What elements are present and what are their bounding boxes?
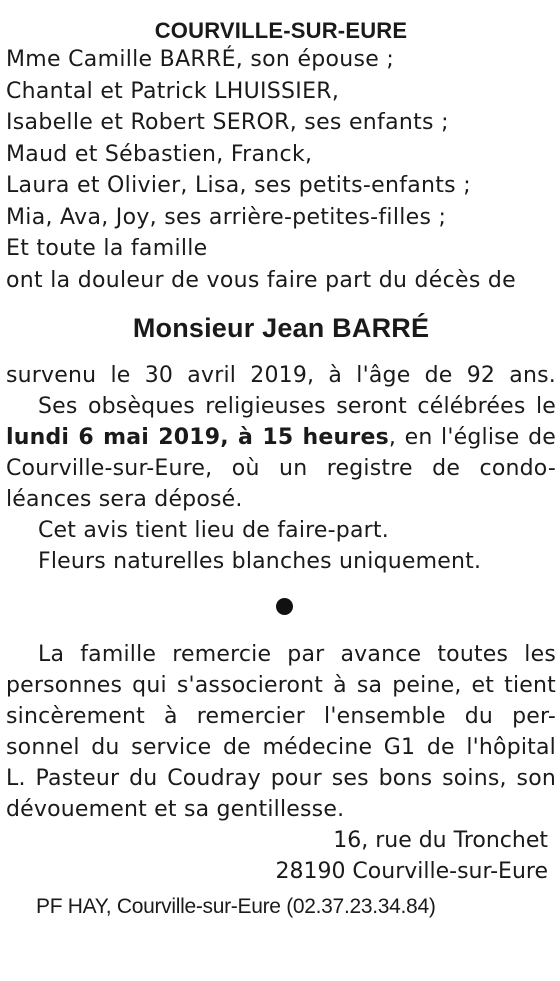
service-date-time: lundi 6 mai 2019, à 15 heures — [6, 425, 389, 450]
family-list — [6, 44, 556, 296]
faire-part-note: Cet avis tient lieu de faire-part. — [38, 518, 389, 543]
death-line: survenu le 30 avril 2019, à l'âge de 92 ans. — [6, 363, 556, 388]
flowers-note: Fleurs naturelles blanches uniquement. — [38, 549, 482, 574]
address-street: 16, rue du Tronchet — [333, 828, 548, 853]
service-details — [6, 360, 556, 577]
family-line: Chantal et Patrick LHUISSIER, — [6, 78, 340, 104]
family-line: Laura et Olivier, Lisa, ses petits-enfants ; — [6, 173, 471, 198]
address-block — [6, 825, 556, 887]
family-line: Mme Camille BARRÉ, son épouse ; — [6, 47, 395, 72]
thanks-line: La famille remercie par avance toutes les — [38, 642, 556, 667]
location-heading: COURVILLE-SUR-EURE — [154, 18, 408, 43]
service-registry-line: léances sera déposé. — [6, 487, 243, 512]
thanks-line: sincèrement à remercier l'ensemble du per- — [6, 704, 556, 729]
thanks-line: dévouement et sa gentillesse. — [6, 797, 345, 822]
address-city: 28190 Courville-sur-Eure — [275, 859, 548, 884]
thanks-line: sonnel du service de médecine G1 de l'hôpital — [6, 735, 556, 760]
service-intro: Ses obsèques religieuses seront célébrées le — [38, 394, 556, 419]
thanks-paragraph — [6, 639, 556, 825]
service-date-line — [6, 422, 556, 453]
service-place-start: , en l'église de — [388, 425, 556, 450]
service-place-line: Courville-sur-Eure, où un registre de condo- — [6, 456, 556, 481]
family-line: Maud et Sébastien, Franck, — [6, 141, 313, 167]
funeral-home: PF HAY, Courville-sur-Eure (02.37.23.34.84) — [36, 895, 436, 918]
family-line: Isabelle et Robert SEROR, ses enfants ; — [6, 110, 449, 135]
deceased-name: Monsieur Jean BARRÉ — [132, 313, 430, 343]
separator — [6, 577, 556, 639]
bullet-separator-icon — [276, 598, 293, 615]
family-line: Et toute la famille — [6, 236, 208, 261]
family-line: ont la douleur de vous faire part du décès de — [6, 267, 517, 293]
family-line: Mia, Ava, Joy, ses arrière-petites-filles ; — [6, 204, 447, 230]
thanks-line: personnes qui s'associeront à sa peine, et tient — [6, 673, 556, 698]
thanks-line: L. Pasteur du Coudray pour ses bons soins, son — [6, 766, 556, 791]
